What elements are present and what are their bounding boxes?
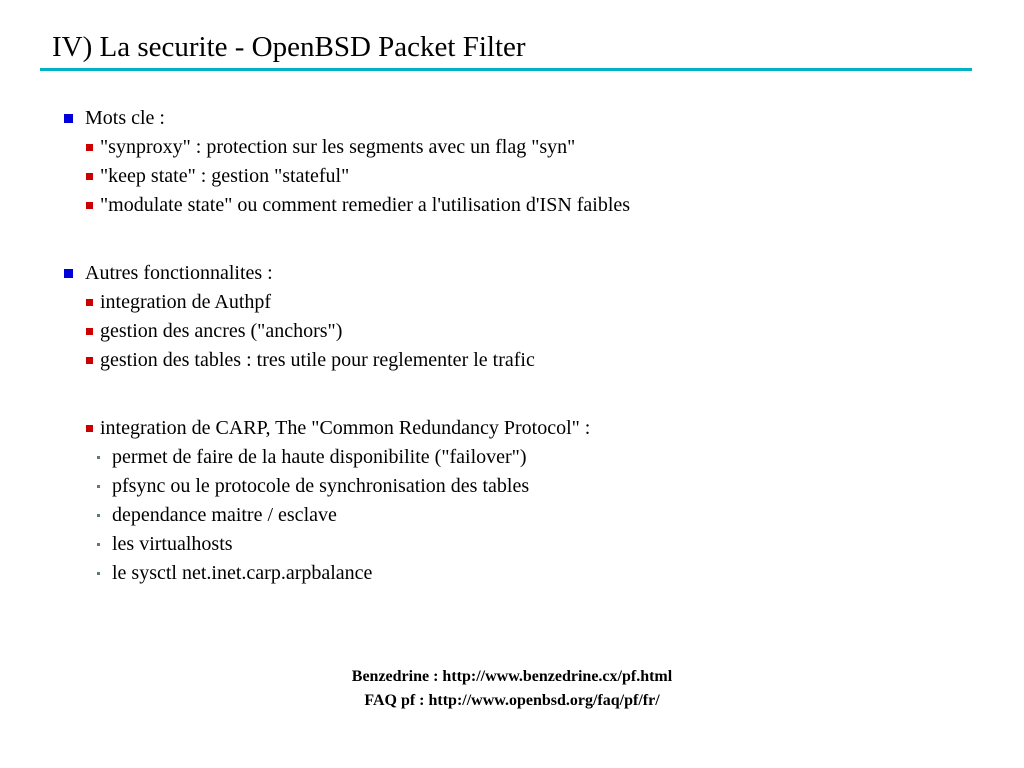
section-autres-items (0, 288, 1024, 375)
bullet-item (0, 259, 1024, 288)
dot-bullet-icon (97, 456, 100, 459)
sub-bullet-item (0, 317, 1024, 346)
red-square-bullet-icon (86, 328, 93, 335)
bullet-item (0, 104, 1024, 133)
sub-bullet-text: "modulate state" ou comment remedier a l'utilisation d'ISN faibles (100, 194, 631, 216)
carp-sub-bullet (0, 414, 1024, 443)
red-square-bullet-icon (86, 144, 93, 151)
detail-item (0, 472, 1024, 501)
detail-item (0, 501, 1024, 530)
sub-bullet-text: integration de Authpf (100, 291, 272, 313)
sub-bullet-item (0, 346, 1024, 375)
detail-text: les virtualhosts (112, 533, 233, 555)
detail-item (0, 559, 1024, 588)
sub-bullet-text: integration de CARP, The "Common Redundancy Protocol" : (100, 417, 591, 439)
sub-bullet-text: "synproxy" : protection sur les segments avec un flag "syn" (100, 136, 576, 158)
red-square-bullet-icon (86, 425, 93, 432)
section-heading: Autres fonctionnalites : (85, 262, 273, 284)
title-underline-rule (40, 68, 972, 71)
carp-detail-items (0, 443, 1024, 588)
section-autres-fonctionnalites (0, 259, 1024, 288)
detail-item (0, 530, 1024, 559)
sub-bullet-text: gestion des ancres ("anchors") (100, 320, 343, 342)
detail-text: permet de faire de la haute disponibilite ("failover") (112, 446, 527, 468)
red-square-bullet-icon (86, 299, 93, 306)
red-square-bullet-icon (86, 357, 93, 364)
detail-item (0, 443, 1024, 472)
sub-bullet-text: gestion des tables : tres utile pour reglementer le trafic (100, 349, 535, 371)
blue-square-bullet-icon (64, 114, 73, 123)
sub-bullet-text: "keep state" : gestion "stateful" (100, 165, 350, 187)
dot-bullet-icon (97, 514, 100, 517)
footer-faq-link: FAQ pf : http://www.openbsd.org/faq/pf/fr/ (364, 692, 660, 709)
red-square-bullet-icon (86, 173, 93, 180)
blue-square-bullet-icon (64, 269, 73, 278)
slide-title: IV) La securite - OpenBSD Packet Filter (52, 31, 526, 63)
dot-bullet-icon (97, 485, 100, 488)
section-heading: Mots cle : (85, 107, 165, 129)
sub-bullet-item (0, 288, 1024, 317)
detail-text: le sysctl net.inet.carp.arpbalance (112, 562, 373, 584)
section-mots-cle (0, 104, 1024, 133)
sub-bullet-item (0, 414, 1024, 443)
red-square-bullet-icon (86, 202, 93, 209)
sub-bullet-item (0, 191, 1024, 220)
dot-bullet-icon (97, 572, 100, 575)
detail-text: dependance maitre / esclave (112, 504, 337, 526)
sub-bullet-item (0, 133, 1024, 162)
dot-bullet-icon (97, 543, 100, 546)
detail-text: pfsync ou le protocole de synchronisation des tables (112, 475, 530, 497)
section-mots-cle-items (0, 133, 1024, 220)
sub-bullet-item (0, 162, 1024, 191)
footer-benzedrine-link: Benzedrine : http://www.benzedrine.cx/pf.html (351, 668, 673, 685)
